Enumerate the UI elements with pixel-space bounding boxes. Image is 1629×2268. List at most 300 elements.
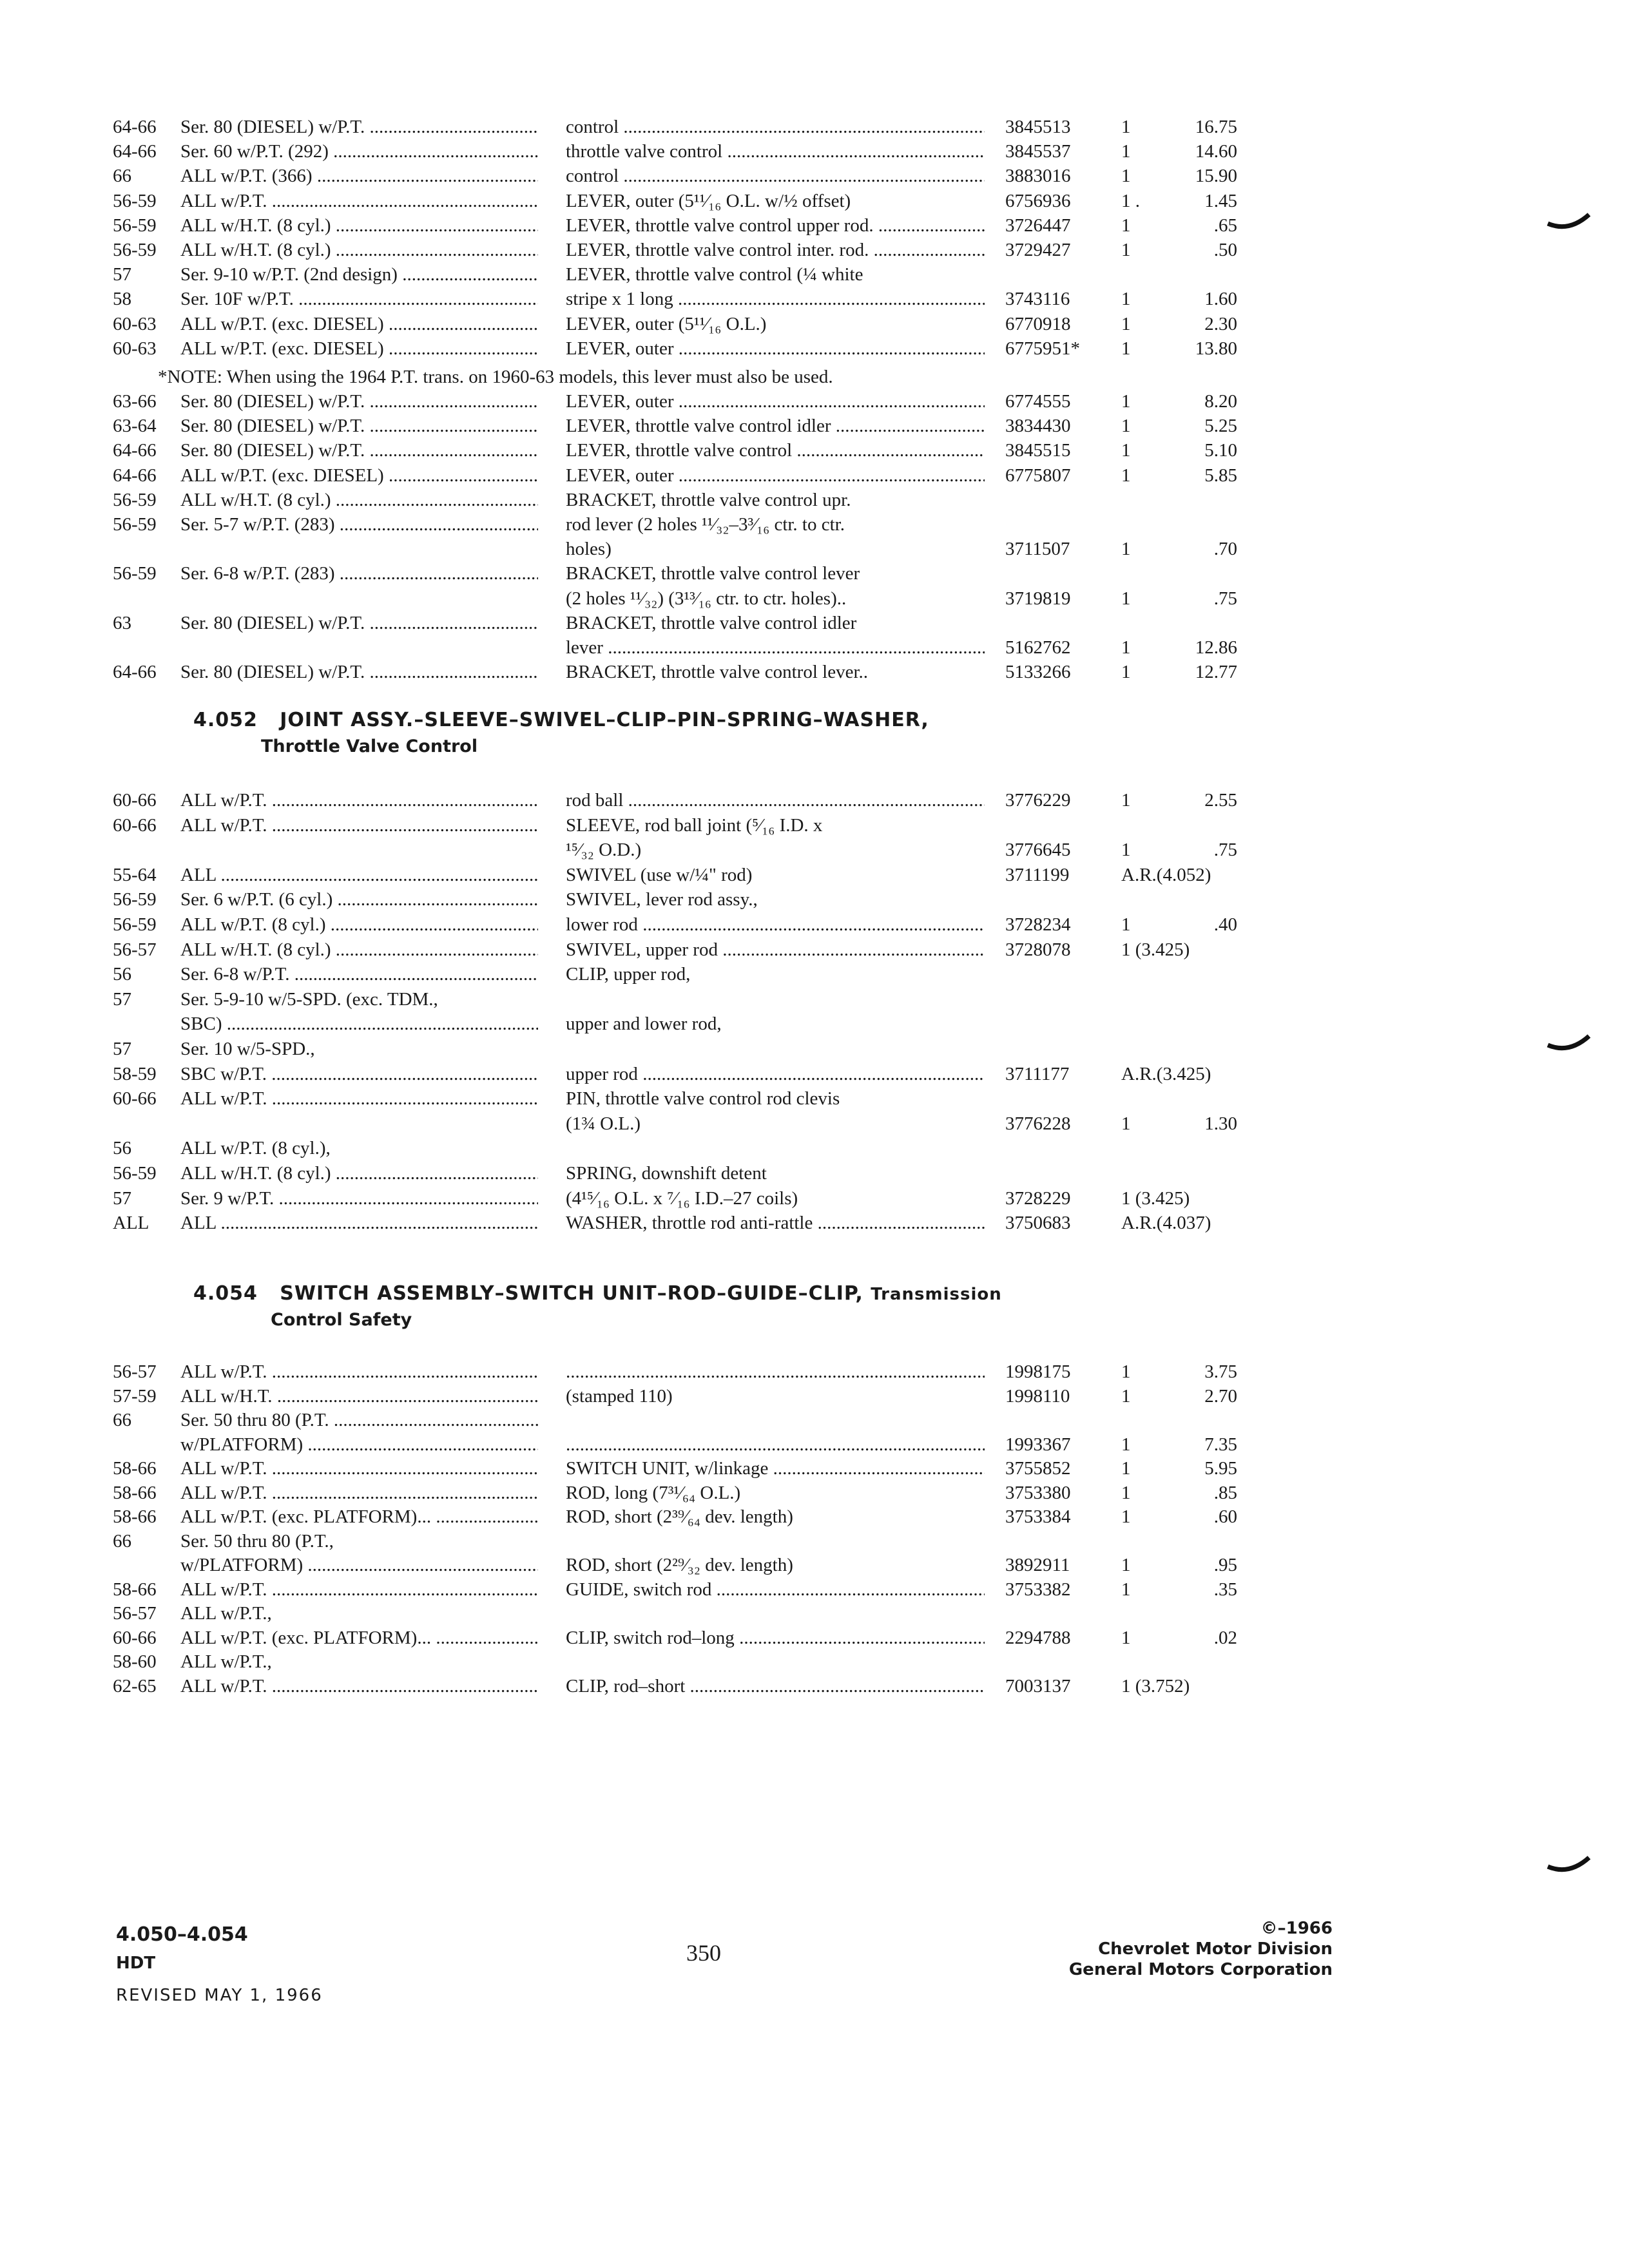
table-row <box>0 788 1629 812</box>
quantity: A.R.(4.037) <box>1121 1213 1211 1233</box>
quantity: 1 <box>1121 166 1131 186</box>
application: w/PLATFORM) ..... <box>180 1553 538 1577</box>
application: Ser. 80 (DIESEL) w/P.T. ..... <box>180 660 538 684</box>
table-row <box>0 1432 1629 1457</box>
table-row <box>0 561 1629 586</box>
application: ALL w/P.T. (exc. PLATFORM)... ..... <box>180 1626 538 1650</box>
description: BRACKET, throttle valve control lever <box>566 563 860 584</box>
section-number: 4.054 <box>193 1282 258 1305</box>
table-row <box>0 1649 1629 1674</box>
model-years: 58-59 <box>113 1064 157 1084</box>
quantity: 1 . <box>1121 191 1140 211</box>
description: LEVER, throttle valve control (¼ white <box>566 264 863 285</box>
description: ROD, short (2³⁹⁄₆₄ dev. length) <box>566 1506 793 1527</box>
application: Ser. 80 (DIESEL) w/P.T. ..... <box>180 438 538 463</box>
table-row <box>0 336 1629 361</box>
section-number: 4.052 <box>193 709 258 731</box>
table-row <box>0 1384 1629 1408</box>
application: ALL w/P.T. (366) ..... <box>180 164 538 188</box>
description: (stamped 110) <box>566 1386 673 1407</box>
part-number: 3728234 <box>1005 914 1071 935</box>
part-number: 6756936 <box>1005 191 1071 211</box>
model-years: 64-66 <box>113 662 157 682</box>
quantity: 1 (3.425) <box>1121 939 1190 960</box>
table-row <box>0 312 1629 336</box>
table-row <box>0 389 1629 414</box>
table-row <box>0 512 1629 537</box>
application: ALL ..... <box>180 1211 538 1235</box>
application: Ser. 6-8 w/P.T. (283) ..... <box>180 561 538 586</box>
model-years: 56-59 <box>113 914 157 935</box>
table-row <box>0 488 1629 512</box>
quantity: 1 <box>1121 117 1131 137</box>
price: 1.30 <box>1204 1113 1237 1134</box>
price: 5.85 <box>1204 465 1237 486</box>
table-row <box>0 1211 1629 1235</box>
table-row <box>0 139 1629 164</box>
application: ALL w/H.T. (8 cyl.) ..... <box>180 1161 538 1186</box>
model-years: 63 <box>113 613 131 633</box>
model-years: 57 <box>113 1039 131 1059</box>
price: 3.75 <box>1204 1361 1237 1382</box>
description: ROD, short (2²⁹⁄₃₂ dev. length) <box>566 1555 793 1575</box>
table-row <box>0 189 1629 213</box>
price: .75 <box>1213 840 1237 860</box>
description: GUIDE, switch rod ..... <box>566 1577 985 1602</box>
table-row <box>0 1456 1629 1481</box>
part-number: 3753380 <box>1005 1483 1071 1503</box>
application: ALL w/H.T. ..... <box>180 1384 538 1408</box>
application: ALL w/P.T. ..... <box>180 788 538 812</box>
description: SWIVEL, upper rod ..... <box>566 937 985 962</box>
model-years: 58-66 <box>113 1483 157 1503</box>
part-number: 3728078 <box>1005 939 1071 960</box>
quantity: 1 <box>1121 790 1131 811</box>
part-number: 3834430 <box>1005 416 1071 436</box>
part-number: 3845513 <box>1005 117 1071 137</box>
table-row <box>0 660 1629 684</box>
description: SWIVEL, lever rod assy., <box>566 889 758 910</box>
description: LEVER, outer ..... <box>566 336 985 361</box>
description: throttle valve control ..... <box>566 139 985 164</box>
part-number: 3719819 <box>1005 588 1071 609</box>
model-years: 56 <box>113 964 131 985</box>
model-years: 57-59 <box>113 1386 157 1407</box>
description <box>566 1432 985 1457</box>
model-years: 56-59 <box>113 1163 157 1184</box>
application: Ser. 80 (DIESEL) w/P.T. ..... <box>180 115 538 139</box>
binding-hole-mark <box>1547 1852 1592 1876</box>
model-years: 60-63 <box>113 314 157 334</box>
quantity: 1 (3.425) <box>1121 1188 1190 1209</box>
price: 5.10 <box>1204 440 1237 461</box>
quantity: 1 (3.752) <box>1121 1676 1190 1696</box>
part-number: 3711199 <box>1005 865 1070 885</box>
application: Ser. 50 thru 80 (P.T., <box>180 1531 334 1552</box>
price: 1.45 <box>1204 191 1237 211</box>
section-heading-4054 <box>193 1282 1002 1305</box>
description: (4¹⁵⁄₁₆ O.L. x ⁷⁄₁₆ I.D.–27 coils) <box>566 1188 798 1209</box>
price: .60 <box>1213 1506 1237 1527</box>
application: ALL w/P.T. (exc. PLATFORM)... ..... <box>180 1504 538 1529</box>
quantity: 1 <box>1121 914 1131 935</box>
model-years: 55-64 <box>113 865 157 885</box>
quantity: 1 <box>1121 539 1131 559</box>
model-years: 58-60 <box>113 1651 157 1672</box>
description: LEVER, throttle valve control inter. rod. ..... <box>566 238 985 262</box>
table-row <box>0 238 1629 262</box>
application: ALL w/H.T. (8 cyl.) ..... <box>180 238 538 262</box>
table-row <box>0 1161 1629 1186</box>
table-row <box>0 635 1629 660</box>
part-number: 6770918 <box>1005 314 1071 334</box>
description: BRACKET, throttle valve control upr. <box>566 490 851 510</box>
part-number: 3755852 <box>1005 1458 1071 1479</box>
application: ALL w/P.T. (8 cyl.) ..... <box>180 912 538 937</box>
model-years: 60-66 <box>113 815 157 836</box>
table-row <box>0 1529 1629 1553</box>
table-row <box>0 1626 1629 1650</box>
model-years: 56-59 <box>113 563 157 584</box>
application: Ser. 50 thru 80 (P.T. ..... <box>180 1408 538 1432</box>
description: SWITCH UNIT, w/linkage ..... <box>566 1456 985 1481</box>
model-years: 60-63 <box>113 338 157 359</box>
application: w/PLATFORM) ..... <box>180 1432 538 1457</box>
price: 8.20 <box>1204 391 1237 412</box>
application: ALL w/P.T. ..... <box>180 189 538 213</box>
application: ALL w/P.T. ..... <box>180 1086 538 1111</box>
section-heading-4052 <box>193 709 929 731</box>
description: upper and lower rod, <box>566 1014 722 1034</box>
price: 1.60 <box>1204 289 1237 309</box>
price: .95 <box>1213 1555 1237 1575</box>
application: ALL w/H.T. (8 cyl.) ..... <box>180 213 538 238</box>
description: lever ..... <box>566 635 985 660</box>
part-number: 3726447 <box>1005 215 1071 236</box>
table-row <box>0 1111 1629 1136</box>
model-years: 64-66 <box>113 440 157 461</box>
application: ALL w/P.T. ..... <box>180 1577 538 1602</box>
part-number: 5133266 <box>1005 662 1071 682</box>
application: ALL w/P.T. (exc. DIESEL) ..... <box>180 312 538 336</box>
application: ALL w/P.T. ..... <box>180 1481 538 1505</box>
model-years: 56-57 <box>113 1603 157 1624</box>
table-row <box>0 1408 1629 1432</box>
quantity: 1 <box>1121 1113 1131 1134</box>
section-title: SWITCH ASSEMBLY–SWITCH UNIT–ROD–GUIDE–CLIP, <box>280 1282 863 1305</box>
application: ALL w/P.T. (exc. DIESEL) ..... <box>180 463 538 488</box>
model-years: 56-57 <box>113 1361 157 1382</box>
quantity: 1 <box>1121 840 1131 860</box>
model-years: 64-66 <box>113 117 157 137</box>
table-row <box>0 262 1629 287</box>
description: control ..... <box>566 164 985 188</box>
part-number: 7003137 <box>1005 1676 1071 1696</box>
price: 12.86 <box>1195 637 1237 658</box>
description: control ..... <box>566 115 985 139</box>
model-years: 56-59 <box>113 240 157 260</box>
price: 12.77 <box>1195 662 1237 682</box>
application: Ser. 80 (DIESEL) w/P.T. ..... <box>180 389 538 414</box>
table-row <box>0 1674 1629 1698</box>
part-number: 3750683 <box>1005 1213 1071 1233</box>
application: ALL w/P.T. ..... <box>180 1360 538 1384</box>
application: ALL w/P.T. ..... <box>180 813 538 838</box>
description: rod ball ..... <box>566 788 985 812</box>
model-years: 57 <box>113 989 131 1010</box>
quantity: 1 <box>1121 141 1131 162</box>
footer-copyright: ©–1966 <box>1260 1919 1333 1938</box>
model-years: ALL <box>113 1213 149 1233</box>
part-number: 3845515 <box>1005 440 1071 461</box>
table-row <box>0 962 1629 986</box>
quantity: 1 <box>1121 240 1131 260</box>
footer-revised: REVISED MAY 1, 1966 <box>116 1986 323 2005</box>
table-row <box>0 1360 1629 1384</box>
description: rod lever (2 holes ¹¹⁄₃₂–3³⁄₁₆ ctr. to ctr. <box>566 514 845 535</box>
table-row <box>0 987 1629 1012</box>
application: SBC) ..... <box>180 1012 538 1036</box>
quantity: 1 <box>1121 215 1131 236</box>
application: Ser. 5-9-10 w/5-SPD. (exc. TDM., <box>180 989 438 1010</box>
quantity: 1 <box>1121 1361 1131 1382</box>
quantity: 1 <box>1121 1386 1131 1407</box>
table-row <box>0 1481 1629 1505</box>
price: 14.60 <box>1195 141 1237 162</box>
model-years: 63-64 <box>113 416 157 436</box>
description: LEVER, outer ..... <box>566 389 985 414</box>
description: holes) <box>566 539 612 559</box>
price: .35 <box>1213 1579 1237 1600</box>
model-years: 60-66 <box>113 1088 157 1109</box>
quantity: 1 <box>1121 1628 1131 1648</box>
part-number: 1998175 <box>1005 1361 1071 1382</box>
part-number: 3776229 <box>1005 790 1071 811</box>
footer-corporation: General Motors Corporation <box>1068 1960 1333 1979</box>
price: .85 <box>1213 1483 1237 1503</box>
table-row <box>0 1504 1629 1529</box>
application: Ser. 6-8 w/P.T. ..... <box>180 962 538 986</box>
application: Ser. 60 w/P.T. (292) ..... <box>180 139 538 164</box>
part-number: 3711507 <box>1005 539 1070 559</box>
part-number: 6774555 <box>1005 391 1071 412</box>
application: Ser. 5-7 w/P.T. (283) ..... <box>180 512 538 537</box>
table-row <box>0 438 1629 463</box>
model-years: 64-66 <box>113 141 157 162</box>
section-subtitle-4054: Control Safety <box>271 1310 412 1330</box>
section-title-tail: Transmission <box>871 1285 1002 1304</box>
model-years: 62-65 <box>113 1676 157 1696</box>
binding-hole-mark <box>1547 1031 1592 1054</box>
quantity: 1 <box>1121 637 1131 658</box>
description: (1¾ O.L.) <box>566 1113 641 1134</box>
price: 13.80 <box>1195 338 1237 359</box>
model-years: 66 <box>113 166 131 186</box>
table-row <box>0 611 1629 635</box>
price: .50 <box>1213 240 1237 260</box>
table-row <box>0 838 1629 862</box>
part-number: 5162762 <box>1005 637 1071 658</box>
table-row <box>0 1062 1629 1086</box>
model-years: 56-59 <box>113 889 157 910</box>
part-number: 3753382 <box>1005 1579 1071 1600</box>
quantity: 1 <box>1121 465 1131 486</box>
description: LEVER, outer (5¹¹⁄₁₆ O.L. w/½ offset) <box>566 191 851 211</box>
section-title: JOINT ASSY.–SLEEVE–SWIVEL–CLIP–PIN–SPRING–WASHER, <box>280 709 929 731</box>
description: SPRING, downshift detent <box>566 1163 767 1184</box>
model-years: 57 <box>113 1188 131 1209</box>
table-row <box>0 164 1629 188</box>
model-years: 66 <box>113 1531 131 1552</box>
price: 7.35 <box>1204 1434 1237 1455</box>
table-row <box>0 1601 1629 1626</box>
application: ALL w/P.T., <box>180 1651 272 1672</box>
model-years: 66 <box>113 1410 131 1430</box>
model-years: 58-66 <box>113 1458 157 1479</box>
table-row <box>0 813 1629 838</box>
price: .40 <box>1213 914 1237 935</box>
price: .02 <box>1213 1628 1237 1648</box>
price: .65 <box>1213 215 1237 236</box>
part-number: 3728229 <box>1005 1188 1071 1209</box>
quantity: 1 <box>1121 1506 1131 1527</box>
part-number: 3883016 <box>1005 166 1071 186</box>
table-row <box>0 213 1629 238</box>
part-number: 3845537 <box>1005 141 1071 162</box>
price: 15.90 <box>1195 166 1237 186</box>
table-row <box>0 115 1629 139</box>
part-number: 3892911 <box>1005 1555 1070 1575</box>
binding-hole-mark <box>1547 209 1592 233</box>
table-row <box>0 887 1629 912</box>
quantity: 1 <box>1121 289 1131 309</box>
application: Ser. 9 w/P.T. ..... <box>180 1186 538 1211</box>
quantity: 1 <box>1121 662 1131 682</box>
footer-code: HDT <box>116 1954 156 1973</box>
table-row <box>0 1086 1629 1111</box>
quantity: 1 <box>1121 314 1131 334</box>
description: upper rod ..... <box>566 1062 985 1086</box>
quantity: 1 <box>1121 416 1131 436</box>
description: LEVER, throttle valve control idler ..... <box>566 414 985 438</box>
application: SBC w/P.T. ..... <box>180 1062 538 1086</box>
footnote: *NOTE: When using the 1964 P.T. trans. on 1960-63 models, this lever must also be used. <box>158 367 833 387</box>
page-number: 350 <box>686 1940 721 1966</box>
description: SWIVEL (use w/¼" rod) <box>566 865 753 885</box>
description: CLIP, upper rod, <box>566 964 691 985</box>
description: lower rod ..... <box>566 912 985 937</box>
description: CLIP, rod–short ..... <box>566 1674 985 1698</box>
price: 5.95 <box>1204 1458 1237 1479</box>
part-number: 3776228 <box>1005 1113 1071 1134</box>
model-years: 56-59 <box>113 215 157 236</box>
table-row <box>0 1553 1629 1577</box>
model-years: 58-66 <box>113 1506 157 1527</box>
quantity: 1 <box>1121 1434 1131 1455</box>
description: LEVER, outer ..... <box>566 463 985 488</box>
model-years: 64-66 <box>113 465 157 486</box>
model-years: 56-59 <box>113 490 157 510</box>
description: LEVER, throttle valve control upper rod. ..... <box>566 213 985 238</box>
part-number: 6775807 <box>1005 465 1071 486</box>
table-row <box>0 1577 1629 1602</box>
model-years: 56 <box>113 1138 131 1158</box>
model-years: 57 <box>113 264 131 285</box>
description: BRACKET, throttle valve control lever.. <box>566 662 868 682</box>
quantity: 1 <box>1121 588 1131 609</box>
part-number: 3776645 <box>1005 840 1071 860</box>
application: ALL w/H.T. (8 cyl.) ..... <box>180 488 538 512</box>
part-number: 6775951* <box>1005 338 1080 359</box>
application: Ser. 10F w/P.T. ..... <box>180 287 538 311</box>
price: 2.30 <box>1204 314 1237 334</box>
model-years: 60-66 <box>113 1628 157 1648</box>
table-row <box>0 1136 1629 1160</box>
quantity: 1 <box>1121 1483 1131 1503</box>
description: LEVER, throttle valve control ..... <box>566 438 985 463</box>
part-number: 3729427 <box>1005 240 1071 260</box>
part-number: 2294788 <box>1005 1628 1071 1648</box>
table-row <box>0 912 1629 937</box>
description: WASHER, throttle rod anti-rattle ..... <box>566 1211 985 1235</box>
table-row <box>0 287 1629 311</box>
price: .75 <box>1213 588 1237 609</box>
table-row <box>0 1186 1629 1211</box>
description: CLIP, switch rod–long ..... <box>566 1626 985 1650</box>
table-row <box>0 1012 1629 1036</box>
quantity: 1 <box>1121 440 1131 461</box>
model-years: 56-59 <box>113 514 157 535</box>
footer-section-range: 4.050–4.054 <box>116 1923 248 1946</box>
model-years: 58-66 <box>113 1579 157 1600</box>
description: stripe x 1 long ..... <box>566 287 985 311</box>
section-subtitle-4052: Throttle Valve Control <box>261 736 478 756</box>
application: ALL w/P.T. (exc. DIESEL) ..... <box>180 336 538 361</box>
price: 5.25 <box>1204 416 1237 436</box>
description: SLEEVE, rod ball joint (⁵⁄₁₆ I.D. x <box>566 815 823 836</box>
model-years: 56-57 <box>113 939 157 960</box>
table-row <box>0 1037 1629 1061</box>
application: ALL w/P.T., <box>180 1603 272 1624</box>
description: PIN, throttle valve control rod clevis <box>566 1088 840 1109</box>
quantity: A.R.(4.052) <box>1121 865 1211 885</box>
description: ROD, long (7³¹⁄₆₄ O.L.) <box>566 1483 741 1503</box>
model-years: 56-59 <box>113 191 157 211</box>
footer-division: Chevrolet Motor Division <box>1098 1939 1333 1959</box>
description: BRACKET, throttle valve control idler <box>566 613 857 633</box>
table-row <box>0 537 1629 561</box>
application: ALL w/P.T. (8 cyl.), <box>180 1138 331 1158</box>
model-years: 58 <box>113 289 131 309</box>
description: LEVER, outer (5¹¹⁄₁₆ O.L.) <box>566 314 767 334</box>
application: ALL w/P.T. ..... <box>180 1674 538 1698</box>
application: ALL ..... <box>180 863 538 887</box>
quantity: 1 <box>1121 1579 1131 1600</box>
table-row <box>0 586 1629 611</box>
price: .70 <box>1213 539 1237 559</box>
quantity: A.R.(3.425) <box>1121 1064 1211 1084</box>
table-row <box>0 463 1629 488</box>
application: Ser. 10 w/5-SPD., <box>180 1039 315 1059</box>
part-number: 3711177 <box>1005 1064 1070 1084</box>
application: Ser. 80 (DIESEL) w/P.T. ..... <box>180 611 538 635</box>
application: ALL w/H.T. (8 cyl.) ..... <box>180 937 538 962</box>
quantity: 1 <box>1121 338 1131 359</box>
table-row <box>0 414 1629 438</box>
table-row <box>0 863 1629 887</box>
price: 2.70 <box>1204 1386 1237 1407</box>
price: 2.55 <box>1204 790 1237 811</box>
